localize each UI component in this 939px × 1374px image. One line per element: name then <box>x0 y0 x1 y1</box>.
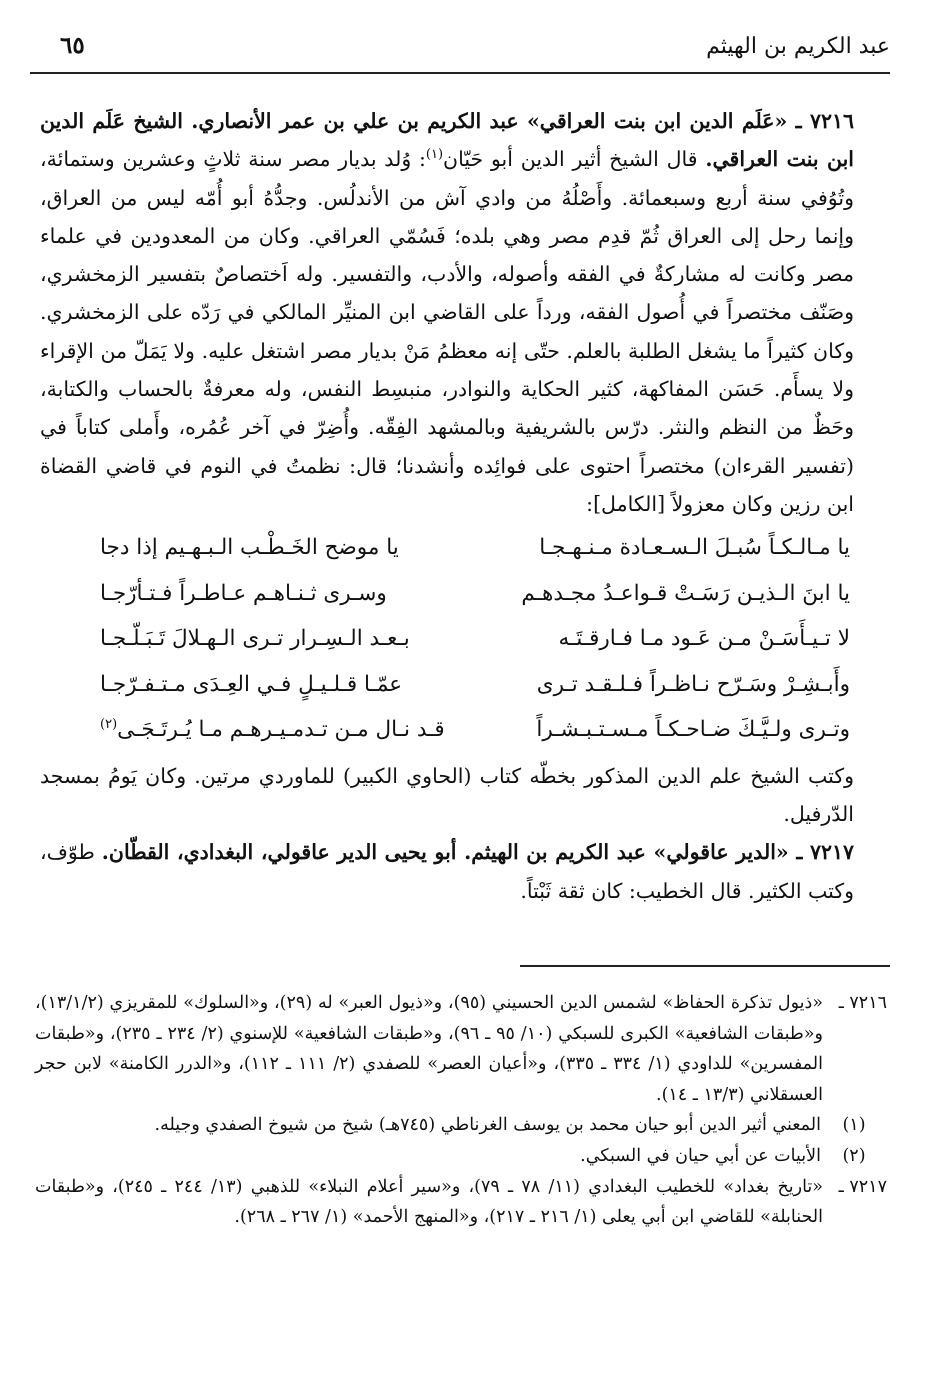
footnote-label: (١) <box>842 1115 866 1136</box>
footnote-label: ٧٢١٦ ـ <box>838 993 887 1013</box>
page-number: ٦٥ <box>60 32 85 59</box>
running-title: عبد الكريم بن الهيثم <box>706 34 890 59</box>
entry-7216 <box>40 102 890 523</box>
footnote-text: «تاريخ بغداد» للخطيب البغدادي (١١/ ٧٨ ـ ٧٩)، و«سير أعلام النبلاء» للذهبي (١٣/ ٢٤٤ ـ ٢٤٥)، و«طبقات الحنابلة» للقاضي ابن أبي يعلى (١/ ٢١٦ ـ ٢١٧)، و«المنهج الأحمد» (١/ ٢٦٧ ـ ٢٦٨). <box>35 1176 823 1228</box>
verse-first-hemistich: يا ابنَ الـذيـن رَسَـتْ قـواعـدُ مجـدهـم <box>521 580 850 606</box>
footnote-ref: (١) <box>425 147 444 163</box>
entry-7217 <box>40 833 890 910</box>
verse-second-hemistich: يا موضح الخَـطْـب الـبـهـيم إذا دجا <box>100 535 399 561</box>
main-text <box>40 102 890 910</box>
verse-line <box>40 525 890 571</box>
entry-text: قال الشيخ أثير الدين أبو حَيّان <box>443 147 698 172</box>
footnote-text: «ذيول تذكرة الحفاظ» لشمس الدين الحسيني (٩٥)، و«ذيول العبر» له (٢٩)، و«السلوك» للمقريزي (١٣/١/٢)، و«طبقات الشافعية» الكبرى للسبكي (١٠/ ٩٥ ـ ٩٦)، و«طبقات الشافعية» للإسنوي (٢/ ٢٣٤ ـ ٢٣٥)، و«طبقات المفسرين» للداودي (١/ ٣٣٤ ـ ٣٣٥)، و«أعيان العصر» للصفدي (٢/ ١١١ ـ ١١٢)، و«الدرر الكامنة» لابن حجر العسقلاني (١٣/٣ ـ ١٤). <box>35 993 823 1105</box>
verse-first-hemistich: وتـرى ولـيَّـكَ ضـاحـكـاً مـسـتـبـشـراً <box>536 717 850 743</box>
entry-text: طوّف، وكتب الكثير. قال الخطيب: كان ثقة ثَبْتاً. <box>40 840 854 903</box>
verse-text: قـد نـال مـن تـدمـيـرهـم مـا يُـرتَـجَـى <box>117 717 445 743</box>
verse-second-hemistich: عمّـا قـلـيـلٍ فـي العِـدَى مـتـفـرّجـا <box>100 671 403 697</box>
footnote-source-7216 <box>35 988 887 1110</box>
verse-first-hemistich: يا مـالـكـاً سُبـلَ الـسـعـادة مـنـهـجـا <box>539 535 850 561</box>
footnote-label: ٧٢١٧ ـ <box>838 1176 887 1197</box>
verse-line <box>40 707 890 753</box>
footnote-text: الأبيات عن أبي حيان في السبكي. <box>580 1145 821 1166</box>
footnotes <box>35 988 887 1233</box>
verse-second-hemistich <box>100 707 445 753</box>
verse-line <box>40 616 890 662</box>
footnote-source-7217 <box>35 1172 887 1233</box>
footnote-text: المعني أثير الدين أبو حيان محمد بن يوسف الغرناطي (٧٤٥هـ) شيخ من شيوخ الصفدي وجيله. <box>154 1115 821 1136</box>
verse-line <box>40 662 890 708</box>
verse-second-hemistich: وسـرى ثـنـاهـم عـاطـراً فـتـأرّجـا <box>100 580 387 606</box>
poem <box>40 525 890 753</box>
entry-text-continued: : وُلد بديار مصر سنة ثلاثٍ وعشرين وستمائة، وتُوُفي سنة أربع وسبعمائة. وأَصْلُهُ من وادي آش من الأندلُس. وجدُّهُ أبو أُمّه ليس من العراق، وإنما رحل إلى العراق ثُمّ قدِم مصر وهي بلده؛ فَسُمّي العراقي. وكان من المعدودين في علماء مصر وكانت له مشاركةٌ في الفقه وأصوله، والأدب، والتفسير. وله اَختصاصٌ بتفسير الزمخشري، وصَنّف مختصراً في أُصول الفقه، ورداً على القاضي ابن المنيِّر المالكي في رَدّه على الزمخشري. وكان كثيراً ما يشغل الطلبة بالعلم. حتّى إنه معظمُ مَنْ بديار مصر اشتغل عليه. ولا يَمَلّ من الإقراء ولا يسأَم. حَسَن المفاكهة، كثير الحكاية والنوادر، منبسِط النفس، وله معرفةٌ بالحساب والكتابة، وحَظٌ من النظم والنثر. درّس بالشريفية وبالمشهد الفِقّه. وأُضِرّ في آخر عُمُره، وأَملى كتاباً في (تفسير القرءان) مختصراً احتوى على فوائِده وأنشدنا؛ قال: نظمتُ في النوم في قاضي القضاة ابن رزين وكان معزولاً [الكامل]: <box>40 147 854 516</box>
footnote-1 <box>35 1110 887 1141</box>
verse-first-hemistich: لا تـيـأَسَـنْ مـن عَـود مـا فـارقـتَـه <box>558 626 850 652</box>
page-header <box>30 28 890 74</box>
verse-line <box>40 571 890 617</box>
footnote-separator <box>520 965 890 967</box>
footnote-2 <box>35 1141 887 1172</box>
verse-first-hemistich: وأَبـشِـرْ وسَـرّح نـاظـراً فـلـقـد تـرى <box>536 671 850 697</box>
entry-heading: ٧٢١٦ ـ «عَلَم الدين ابن بنت العراقي» عبد الكريم بن علي بن عمر الأنصاري. الشيخ عَلَم الدين ابن بنت العراقي. <box>40 109 854 172</box>
entry-closing: وكتب الشيخ علم الدين المذكور بخطّه كتاب (الحاوي الكبير) للماوردي مرتين. وكان يَومُ بمسجد الدّرفيل. <box>40 763 854 827</box>
footnote-label: (٢) <box>842 1145 866 1166</box>
footnote-ref: (٢) <box>100 717 118 733</box>
entry-heading: ٧٢١٧ ـ «الدير عاقولي» عبد الكريم بن الهيثم. أبو يحيى الدير عاقولي، البغدادي، القطّان. <box>101 840 854 865</box>
verse-second-hemistich: بـعـد الـسِـرار تـرى الـهـلالَ تَـبَـلّـجـا <box>100 626 410 652</box>
